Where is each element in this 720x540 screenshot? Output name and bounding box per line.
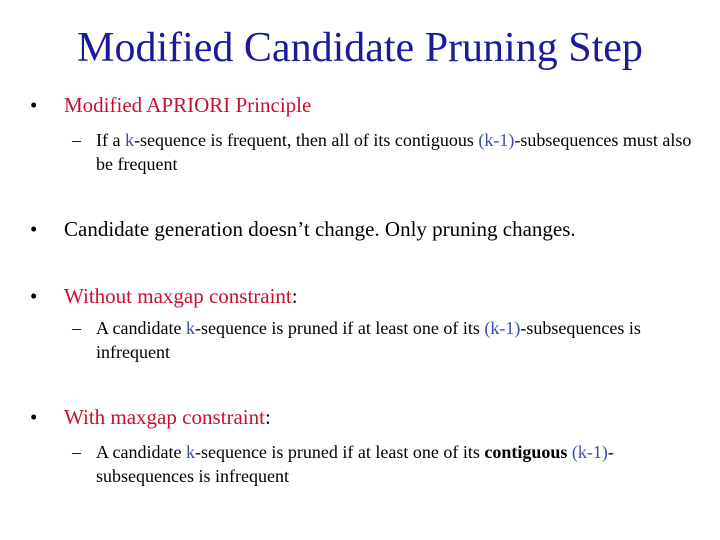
slide-title: Modified Candidate Pruning Step [77,25,643,71]
sub-text-part: -subsequences is infrequent [96,442,614,486]
k-term: k [124,130,134,150]
k-minus-1-term: (k-1) [484,318,521,338]
bullet-text: With maxgap constraint [64,405,265,429]
sub-dash: – [72,130,81,150]
k-minus-1-term: (k-1) [478,130,515,150]
sub-dash: – [72,318,81,338]
bullet-text: Modified APRIORI Principle [64,93,312,117]
sub-bullet-with-maxgap-rule [72,440,692,488]
sub-text-part: -subsequences must also be frequent [96,130,692,174]
sub-bullet-apriori-rule [72,128,692,176]
k-term: k [185,318,195,338]
sub-text-part: A candidate [96,318,186,338]
bullet-with-maxgap [30,404,700,430]
sub-text [72,128,692,176]
bullet-without-maxgap [30,283,700,309]
bullet-modified-apriori [30,92,700,118]
sub-text-part: -sequence is frequent, then all of its contiguous [133,130,479,150]
bullet-colon: : [291,284,298,308]
bullet-text: Without maxgap constraint [64,284,292,308]
sub-text [72,440,692,488]
bullet-colon: : [264,405,271,429]
bullet-dot: • [30,405,38,429]
bullet-dot: • [30,93,38,117]
k-term: k [185,442,195,462]
sub-text-part: If a [96,130,125,150]
bullet-candidate-generation [30,216,700,242]
sub-text-part: -sequence is pruned if at least one of its [194,318,485,338]
bullet-text: Candidate generation doesn’t change. Only pruning changes. [64,217,576,241]
sub-bullet-without-maxgap-rule [72,316,692,364]
sub-text-part: -subsequences is infrequent [96,318,641,362]
contiguous-term: contiguous [484,442,568,462]
k-minus-1-term: (k-1) [571,442,608,462]
sub-text-part: A candidate [96,442,186,462]
bullet-dot: • [30,284,38,308]
sub-text-part: -sequence is pruned if at least one of its [194,442,485,462]
sub-dash: – [72,442,81,462]
bullet-dot: • [30,217,38,241]
sub-text [72,316,692,364]
